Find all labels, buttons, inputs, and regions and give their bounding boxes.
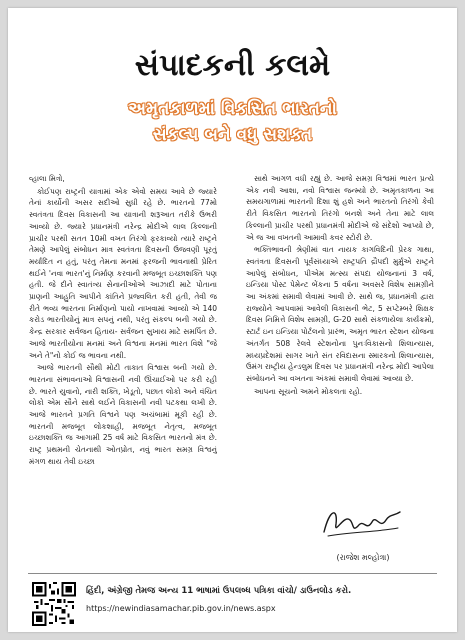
handwritten-signature [320, 502, 404, 542]
right-paragraph-2: ભક્તિભાવની શ્રેણીમાં વાત નાયક કાગવિદિની પ્રેરક ગાથા, સ્વતંત્રતા દિવસની પૂર્વસંધ્યાએ રાષ્ટ્રપતિ દ્રૌપદી મુર્મુએ રાષ્ટ્રને આપેલું સંબોધન, પીએમ મત્સ્ય સંપદા યોજનાનાં 3 વર્ષ, ઇન્ડિયા પોસ્ટ પેમેન્ટ બેંકના 5 વર્ષના અવસરે વિશેષ સામગ્રીને આ અંકમાં સમાવી લેવામાં આવી છે. સાથે જ, પ્રધાનમંત્રી દ્વારા રાજ્યોને આપવામાં આવેલી વિકાસની ભેટ, 5 સપ્ટેમ્બરે શિક્ષક દિવસ નિમિત્તે વિશેષ સામગ્રી, G-20 સાથે સંકળાયેલા કાર્યક્રમો, સ્ટાર્ટ ઇન ઇન્ડિયા પોર્ટલનો પ્રારંભ, અમૃત ભારત સ્ટેશન યોજના અંતર્ગત 508 રેલવે સ્ટેશનોના પુનઃવિકાસનો શિલાન્યાસ, મધ્યપ્રદેશમાં સાગર ખાતે સંત રવિદાસના સ્મારકનો શિલાન્યાસ, ઉમંગ રાષ્ટ્રીય હેન્ડલુમ દિવસ પર પ્રધાનમંત્રી નરેન્દ્ર મોદી આપેલા સંબોધનને આ વખતના અંકમાં સમાવી લેવામાં આવ્યા છે. [246, 245, 434, 383]
signature-name: (રાજેશ મલ્હોત્રા) [336, 553, 390, 562]
right-paragraph-1: સાથે આગળ વધી રહ્યું છે. આજે સમગ્ર વિશ્વમાં ભારત પ્રત્યે એક નવી આશા, નવો વિશ્વાસ જન્મ્યો છે. અમૃતકાળના આ સમયગાળામાં ભારતની દિશા શું હશે અને ભારતનો તિરંગો કેવી રીતે વિકસિત ભારતનો તિરંગો બનશે અને તેના માટે લાલ કિલ્લાની પ્રાચીર પરથી પ્રધાનમંત્રી મોદીએ જે સંદેશો આપ્યો છે, એ જ આ વખતની આમાવી કવર સ્ટોરી છે. [246, 174, 434, 242]
magazine-page [8, 8, 457, 632]
footer-availability-text: હિંદી, અંગ્રેજી તેમજ અન્ય 11 ભાષામાં ઉપલબ્ધ પત્રિકા વાંચો/ ડાઉનલોડ કરો. [86, 586, 352, 596]
footer-url-link[interactable]: https://newindiasamachar.pib.gov.in/news.aspx [86, 604, 276, 613]
page-title: સંપાદકની કલમે [134, 48, 331, 83]
qr-code-icon [32, 582, 76, 626]
letter-column-left [29, 173, 217, 573]
right-paragraph-3: આપના સૂચનો અમને મોકલતા રહો. [254, 386, 363, 396]
left-paragraph-1: કોઈપણ રાષ્ટ્રની યાત્રામાં એક એવો સમય આવે છે જ્યારે તેનાં કાર્યોની અસર સદીઓ સુધી રહે છે. ભારતનો 77મો સ્વતંત્રતા દિવસ વિકાસની આ યાત્રાની શરૂઆત તરીકે ઉભરી આવ્યો છે. જ્યારે પ્રધાનમંત્રી નરેન્દ્ર મોદીએ લાલ કિલ્લાની પ્રાચીર પરથી સતત 10મી વખત તિરંગો ફરકાવ્યો ત્યારે રાષ્ટ્રને તેમણે આપેલું સંબોધન માત્ર સ્વતંત્રતા દિવસની ઉજવણી પૂરતું મર્યાદિત ન હતું, પરંતુ તેમના મનમાં ફરજની ભાવનાથી પ્રેરિત થઈને 'નવા ભારત'નું નિર્માણ કરવાની મજબૂત ઇચ્છાશક્તિ પણ હતી. જે દીને સ્વાતંત્ર્ય સેનાનીઓએ આઝાદી માટે પોતાના પ્રાણની આહુતિ આપીને કાંતિને પ્રજ્વલિત કરી હતી, તેવી જ રીતે ભવ્ય ભારતના નિર્માણનો પાયો નાખવામાં આવ્યો એ 140 કરોડ ભારતીયોનું માત્ર સપનું નથી, પરંતુ સંકલ્પ બની ગયો છે. કેન્દ્ર સરકાર સર્વજન હિતાય- સર્વજન સુખાય માટે સમર્પિત છે. આજે ભારતીયોના મનમાં અને વિશ્વના મનમાં ભારત વિશે "જે અને તે"નો કોઈ જ ભાવના નથી. [29, 186, 217, 360]
subtitle-line-1: અમૃતકાળમાં વિકસિત ભારતનો [128, 99, 337, 119]
left-paragraph-2: આજે ભારતની સૌથી મોટી તાકાત વિશ્વાસ બની ગયો છે. ભારતના સંભાવનાઓ વિશ્વાસની નવી ઊંચાઈઓ પર કરી રહી છે. ભારતે યુવાનો, નારી શક્તિ, ખેડૂતો, પછાત લોકો અને વંચિત લોકો એમ સૌને સાથે લઈને વિકાસની નવી પટકથા લખી છે. આજે ભારતને પ્રગતિ વિશ્વને પણ અચંબામાં મૂકી રહી છે. ભારતની મજબૂત લોકશાહી, મજબૂત નેતૃત્વ, મજબૂત ઇચ્છાશક્તિ જ આગામી 25 વર્ષ માટે વિકસિત ભારતનો મંત્ર છે. રાષ્ટ્ર પ્રથમની ચેતનાથી ઓતપ્રોત, નવું ભારત સમગ્ર વિશ્વનું મંગળ થાય તેવી ઇચ્છા [29, 363, 217, 466]
footer-divider [28, 573, 437, 574]
salutation: વ્હાલા મિત્રો, [29, 174, 65, 183]
subtitle-line-2: સંકલ્પ બને વધુ સશક્ત [152, 125, 313, 145]
